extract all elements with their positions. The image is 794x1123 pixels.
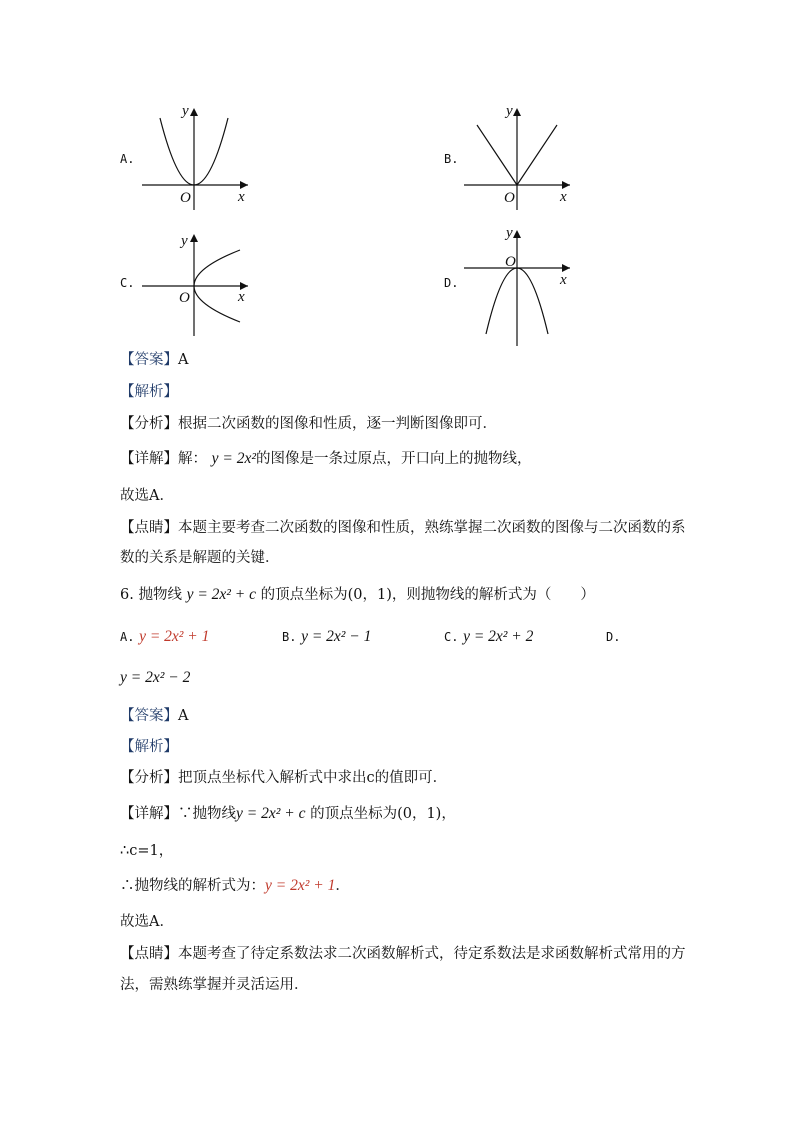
q5-xiangjie-line bbox=[120, 449, 531, 469]
xiangjie-tag: 【详解】 bbox=[120, 806, 178, 822]
option-b-formula: y = 2x² − 1 bbox=[301, 628, 372, 645]
graph-a-origin-label: O bbox=[180, 190, 191, 206]
option-a-formula: y = 2x² + 1 bbox=[139, 628, 210, 645]
option-b-label: B. bbox=[282, 630, 297, 644]
option-c-formula: y = 2x² + 2 bbox=[463, 628, 534, 645]
step2-post: ． bbox=[335, 878, 350, 894]
xiangjie-pre: ∵抛物线 bbox=[178, 806, 236, 822]
q6-option-c bbox=[444, 627, 533, 647]
graph-d-origin-label: O bbox=[505, 254, 516, 270]
answer-value: A bbox=[178, 352, 189, 368]
q6-dianjing-line1 bbox=[120, 944, 686, 964]
q5-dianjing-line1 bbox=[120, 518, 686, 538]
option-a-label: A. bbox=[120, 630, 135, 644]
graph-d-y-label: y bbox=[506, 225, 513, 241]
option-c-label: C. bbox=[444, 630, 459, 644]
q6-stem-pre: 抛物线 bbox=[138, 587, 182, 603]
q6-number: 6. bbox=[120, 587, 134, 603]
graph-a-label: A. bbox=[120, 152, 135, 166]
xiangjie-pre: 解： bbox=[178, 451, 207, 467]
graph-b-y-label: y bbox=[506, 103, 513, 119]
xiangjie-tag: 【详解】 bbox=[120, 451, 178, 467]
graph-c-origin-label: O bbox=[179, 290, 190, 306]
step2-formula: y = 2x² + 1 bbox=[265, 877, 336, 894]
graph-d-downward-parabola bbox=[460, 222, 575, 348]
q6-step1: ∴c=1， bbox=[120, 843, 174, 859]
answer-tag: 【答案】 bbox=[120, 352, 178, 368]
step2-pre: ∴抛物线的解析式为： bbox=[120, 878, 265, 894]
graph-c-y-label: y bbox=[181, 233, 188, 249]
graph-b-origin-label: O bbox=[504, 190, 515, 206]
graph-c-label: C. bbox=[120, 276, 135, 290]
q5-fenxi-line bbox=[120, 414, 497, 434]
q6-analysis-tag: 【解析】 bbox=[120, 739, 178, 755]
dianjing-text-1: 本题主要考查二次函数的图像和性质，熟练掌握二次函数的图像与二次函数的系 bbox=[178, 520, 686, 536]
graph-d-label: D. bbox=[444, 276, 459, 290]
graph-b-x-label: x bbox=[560, 189, 567, 205]
xiangjie-post: 的图像是一条过原点，开口向上的抛物线， bbox=[255, 451, 532, 467]
dianjing-text-1: 本题考查了待定系数法求二次函数解析式，待定系数法是求函数解析式常用的方 bbox=[178, 946, 686, 962]
answer-value: A bbox=[178, 708, 189, 724]
q6-stem-formula: y = 2x² + c bbox=[186, 586, 257, 603]
answer-tag: 【答案】 bbox=[120, 708, 178, 724]
q5-analysis-tag: 【解析】 bbox=[120, 384, 178, 400]
graph-b-absolute-value bbox=[460, 100, 575, 212]
option-d-label: D. bbox=[606, 630, 621, 644]
q5-conclusion: 故选A． bbox=[120, 488, 174, 504]
fenxi-text: 根据二次函数的图像和性质，逐一判断图像即可． bbox=[178, 416, 497, 432]
fenxi-text: 把顶点坐标代入解析式中求出c的值即可． bbox=[178, 770, 448, 786]
q6-answer-line bbox=[120, 706, 188, 726]
q6-option-d bbox=[606, 627, 620, 647]
graph-d-x-label: x bbox=[560, 272, 567, 288]
graph-a-x-label: x bbox=[238, 189, 245, 205]
q6-option-b bbox=[282, 627, 371, 647]
q6-step2 bbox=[120, 876, 350, 896]
q5-dianjing-line2: 数的关系是解题的关键． bbox=[120, 550, 280, 566]
graph-c-sideways-parabola bbox=[138, 228, 253, 340]
xiangjie-formula: y = 2x² + c bbox=[236, 805, 306, 822]
q6-fenxi-line bbox=[120, 768, 447, 788]
q6-stem bbox=[120, 585, 595, 605]
fenxi-tag: 【分析】 bbox=[120, 770, 178, 786]
graph-c-x-label: x bbox=[238, 289, 245, 305]
xiangjie-post: 的顶点坐标为(0，1)， bbox=[310, 806, 456, 822]
xiangjie-formula: y = 2x² bbox=[211, 450, 256, 467]
q6-dianjing-line2: 法，需熟练掌握并灵活运用． bbox=[120, 977, 309, 993]
q6-stem-post: 的顶点坐标为(0，1)，则抛物线的解析式为（ ） bbox=[260, 587, 595, 603]
fenxi-tag: 【分析】 bbox=[120, 416, 178, 432]
q5-answer-line bbox=[120, 350, 188, 370]
q6-xiangjie-line bbox=[120, 804, 456, 824]
q6-option-a bbox=[120, 627, 209, 647]
q6-conclusion: 故选A． bbox=[120, 914, 174, 930]
dianjing-tag: 【点睛】 bbox=[120, 946, 178, 962]
dianjing-tag: 【点睛】 bbox=[120, 520, 178, 536]
graph-a-upward-parabola bbox=[138, 100, 253, 212]
option-d-formula: y = 2x² − 2 bbox=[120, 669, 191, 686]
graph-a-y-label: y bbox=[182, 103, 189, 119]
q6-option-d-formula-line bbox=[120, 668, 190, 688]
graph-b-label: B. bbox=[444, 152, 459, 166]
